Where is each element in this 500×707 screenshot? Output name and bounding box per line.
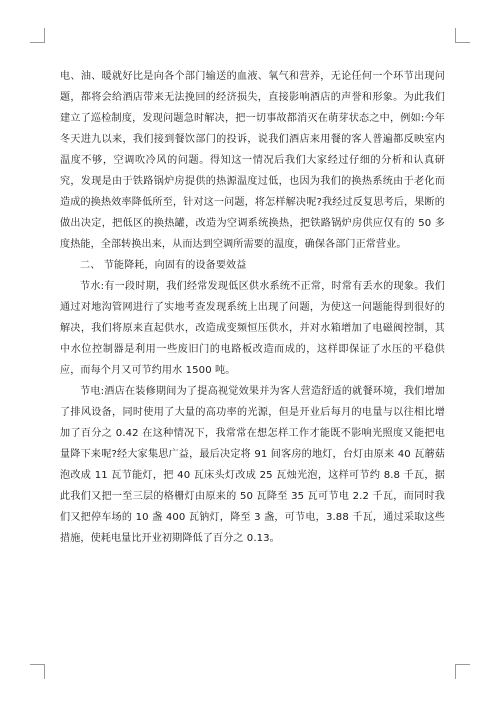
paragraph-electricity-saving: 节电:酒店在装修期间为了提高视觉效果并为客人营造舒适的就餐环境，我们增加了排风设备，同时使用了大量的高功率的光源，但是开业后每月的电量与以往相比增加了百分之 0.42 在这种情况下，我常常在想怎样工作才能既不影响光照度又能把电量降下来呢?经大家集思广益，最后决定将 91 间客房的地灯，台灯由原来 40 瓦蘑菇泡改成 11 瓦节能灯，把 40 瓦床头灯改成 25 瓦烛光泡，这样可节约 8.8 千瓦，据此我们又把一至三层的格栅灯由原来的 50 瓦降至 35 瓦可节电 2.2 千瓦，而同时我们又把停车场的 10 盏 400 瓦钠灯，降至 3 盏，可节电，3.88 千瓦，通过采取这些措施，使耗电量比开业初期降低了百分之 0.13。: [60, 386, 445, 544]
paragraph-water-saving: 节水:有一段时期，我们经常发现低区供水系统不正常，时常有丢水的现象。我们通过对地沟管网进行了实地考查发现系统上出现了问题，为使这一问题能得到很好的解决，我们将原来直起供水，改造成变频恒压供水，并对水箱增加了电磁阀控制，其中水位控制器是利用一些废旧门的电路板改造而成的，这样即保证了水压的平稳供应，而每个月又可节约用水 1500 吨。: [60, 281, 445, 376]
crop-mark-bottom-left: [30, 664, 45, 679]
document-body: [60, 66, 445, 549]
section-heading-energy-saving: 二、 节能降耗，向固有的设备要效益: [80, 260, 247, 271]
crop-mark-bottom-right: [455, 664, 470, 679]
crop-mark-top-right: [455, 28, 470, 43]
crop-mark-top-left: [30, 28, 45, 43]
paragraph-infrastructure-maintenance: 电、油、暖就好比是向各个部门输送的血液、氧气和营养，无论任何一个环节出现问题，都将会给酒店带来无法挽回的经济损失，直接影响酒店的声誉和形象。为此我们建立了巡检制度，发现问题急时解决，把一切事故都消灭在萌芽状态之中，例如:今年冬天进九以来，我们接到餐饮部门的投诉，说我们酒店来用餐的客人普遍都反映室内温度不够，空调吹冷风的问题。得知这一情况后我们大家经过仔细的分析和认真研究，发现是由于铁路锅炉房提供的热源温度过低，也因为我们的换热系统由于老化而造成的换热效率降低所至，针对这一问题，将怎样解决呢?我经过反复思考后，果断的做出决定，把低区的换热罐，改造为空调系统换热，把铁路锅炉房供应仅有的 50 多度热能，全部转换出来，从而达到空调所需要的温度，确保各部门正常营业。: [60, 71, 445, 250]
